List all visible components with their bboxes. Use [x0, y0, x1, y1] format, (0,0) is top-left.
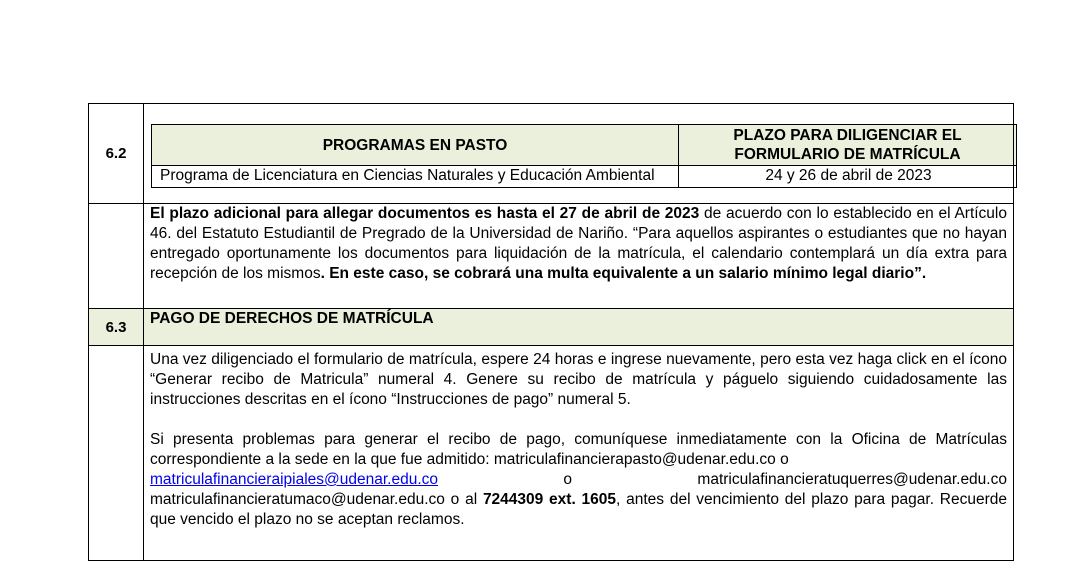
programs-table: [151, 124, 1017, 188]
section-number: 6.3: [89, 309, 144, 346]
document-table: [88, 103, 1014, 561]
deadline-header: PLAZO PARA DILIGENCIAR EL FORMULARIO DE MATRÍCULA: [679, 125, 1017, 166]
contact-paragraph: [150, 430, 1007, 530]
note-bold-tail: . En este caso, se cobrará una multa equivalente a un salario mínimo legal diario”.: [320, 265, 927, 282]
note-row: [89, 204, 1014, 309]
section-6-2-content: [144, 104, 1014, 204]
table-row: [152, 166, 1017, 188]
section-number: 6.2: [89, 104, 144, 204]
note-text: de acuerdo con lo establecido en el Artículo 46. del Estatuto Estudiantil de Pregrado de la Universidad de Nariño. “Para aquellos aspirantes o estudiantes que no hayan entregado oportunamente los documentos para liquidación de la matrícula, el calendario contemplará un día extra para recepción de los mismos: [150, 205, 1007, 282]
or-text: o: [563, 471, 573, 488]
note-bold-lead: El plazo adicional para allegar documentos es hasta el 27 de abril de 2023: [150, 205, 700, 222]
tuquerres-email: matriculafinancieratuquerres@udenar.edu.co: [697, 471, 1007, 488]
section-6-3-body-row: [89, 346, 1014, 561]
program-name: Programa de Licenciatura en Ciencias Naturales y Educación Ambiental: [152, 166, 679, 188]
program-deadline: 24 y 26 de abril de 2023: [679, 166, 1017, 188]
tumaco-email: matriculafinancieratumaco@udenar.edu.co o al: [150, 491, 483, 508]
programs-header: PROGRAMAS EN PASTO: [152, 125, 679, 166]
section-6-2-row: [89, 104, 1014, 204]
contact-text-end: [150, 490, 1007, 530]
deadline-warning: , antes del vencimiento del plazo para pagar. Recuerde que vencido el plazo no se aceptan reclamos.: [150, 491, 1007, 528]
contact-text: Si presenta problemas para generar el recibo de pago, comuníquese inmediatamente con la Oficina de Matrículas correspondiente a la sede en la que fue admitido: matriculafinancierapasto@udenar.edu.co o: [150, 431, 1007, 468]
phone-number: 7244309 ext. 1605: [482, 491, 617, 508]
section-6-3-header-row: [89, 309, 1014, 346]
section-title: PAGO DE DERECHOS DE MATRÍCULA: [144, 309, 1014, 346]
email-line: [150, 470, 1007, 490]
ipiales-email-link[interactable]: matriculafinancieraipiales@udenar.edu.co: [150, 471, 439, 488]
section-6-3-content: [144, 346, 1014, 561]
additional-deadline-note: [144, 204, 1014, 309]
payment-instructions: Una vez diligenciado el formulario de matrícula, espere 24 horas e ingrese nuevamente, pero esta vez haga click en el ícono “Generar recibo de Matricula” numeral 4. Genere su recibo de matrícula y páguelo siguiendo cuidadosamente las instrucciones descritas en el ícono “Instrucciones de pago” numeral 5.: [150, 351, 1007, 408]
